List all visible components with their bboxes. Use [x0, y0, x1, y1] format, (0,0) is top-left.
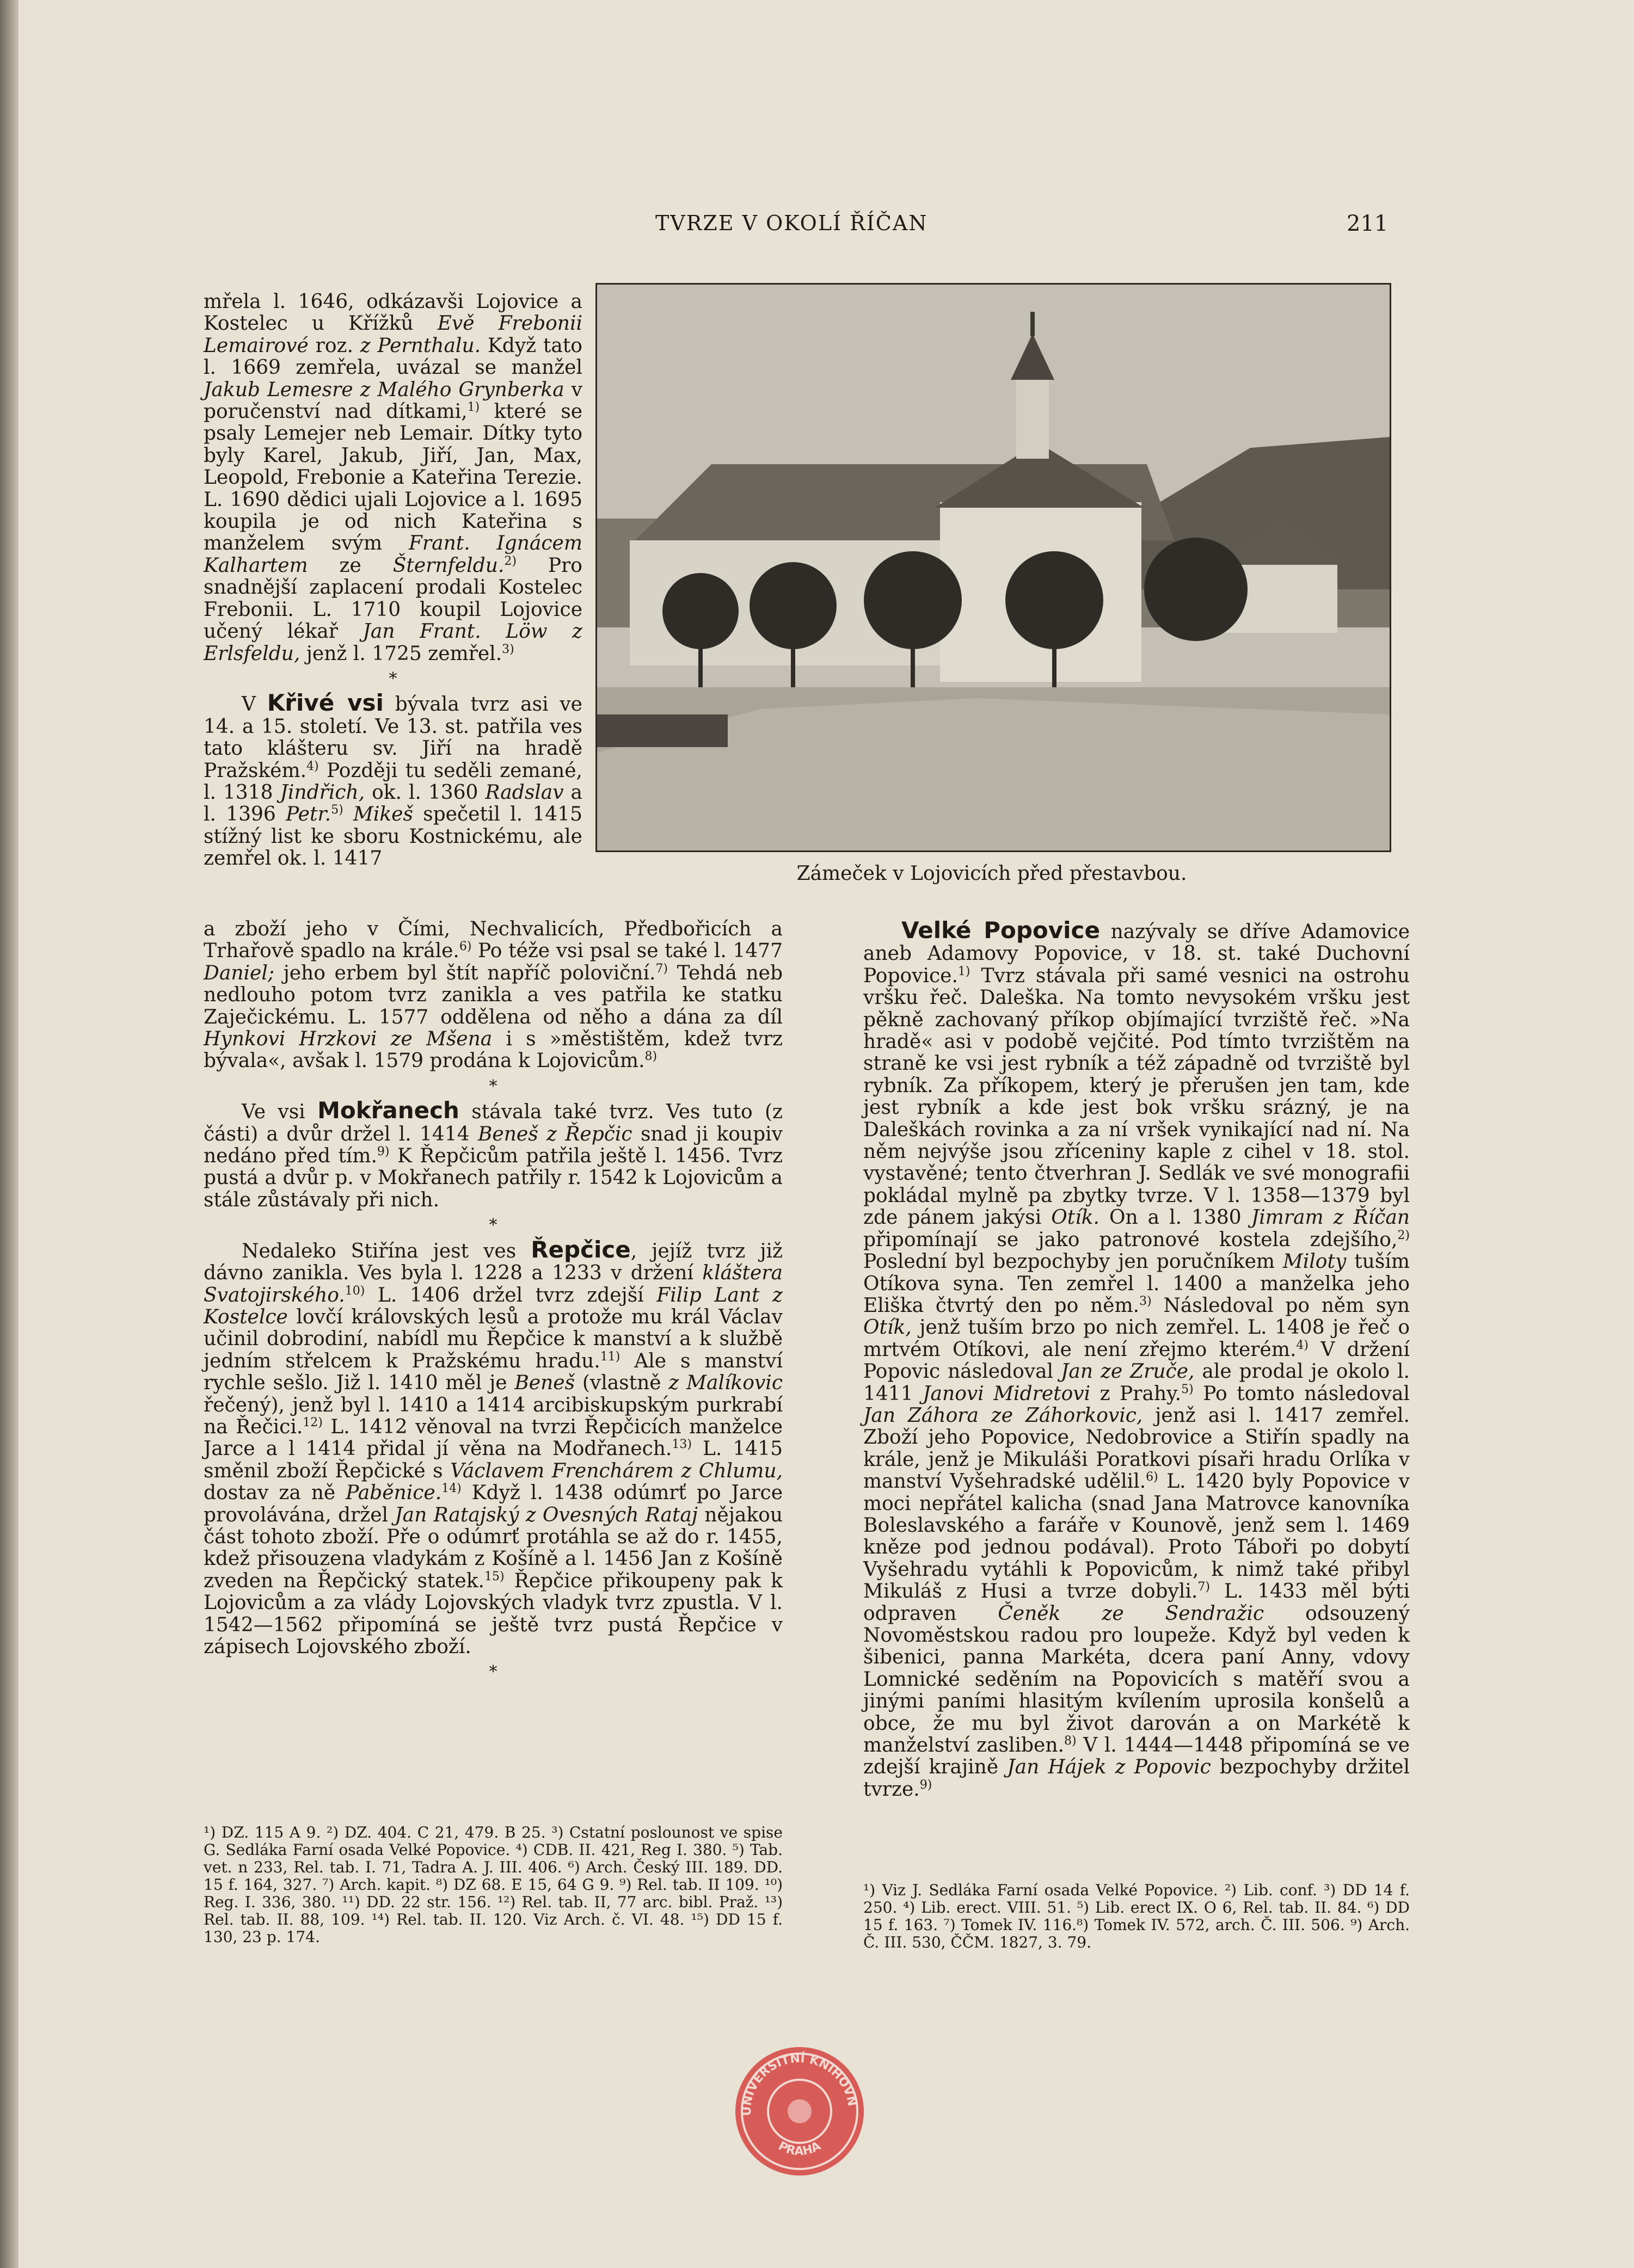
footnotes-right: ¹) Viz J. Sedláka Farní osada Velké Popovice. ²) Lib. conf. ³) DD 14 f. 250. ⁴) Lib. erect. VIII. 51. ⁵) Lib. erect IX. O 6, Rel. tab. II. 84. ⁶) DD 15 f. 163. ⁷) Tomek IV. 116.⁸) Tomek IV. 572, arch. Č. III. 506. ⁹) Arch. Č. III. 530, ČČM. 1827, 3. 79.: [863, 1881, 1410, 1951]
running-head: TVRZE V OKOLÍ ŘÍČAN: [655, 211, 928, 235]
svg-text:UNIVERSITNÍ KNIHOVNA: UNIVERSITNÍ KNIHOVN: [740, 2051, 859, 2116]
photo-zamecek-lojovice: [595, 283, 1391, 852]
stamp-seal-icon: [729, 2043, 870, 2179]
section-separator: *: [489, 1662, 497, 1682]
place-name-velke-popovice: Velké Popovice: [901, 917, 1100, 944]
paragraph-kriva-ves: V Křivé vsi bývala tvrz asi ve 14. a 15. století. Ve 13. st. patřila ves tato klášteru sv. Jiří na hradě Pražském.$^{4)}$ Později tu seděli zemané, l. 1318 Jindřich, ok. l. 1360 Radslav a l. 1396 Petr.$^{5)}$ Mikeš spečetil l. 1415 stížný list ke sboru Kostnickému, ale zemřel ok. l. 1417: [204, 689, 583, 870]
paragraph-mokrany: Ve vsi Mokřanech stávala také tvrz. Ves tuto (z části) a dvůr držel l. 1414 Beneš z Řepčic snad ji koupiv nedáno před tím.$^{9)}$ K Řepčicům patřila ještě l. 1456. Tvrz pustá a dvůr p. v Mokřanech patřily r. 1542 k Lojovicům a stále zůstávaly při nich.: [204, 1097, 783, 1211]
left-column-top: [204, 291, 582, 873]
paragraph-kriva-ves-cont: a zboží jeho v Čími, Nechvalicích, Předbořicích a Trhařově spadlo na krále.$^{6)}$ Po téže vsi psal se také l. 1477 Daniel; jeho erbem byl štít napříč poloviční.$^{7)}$ Tehdá neb nedlouho potom tvrz zanikla a ves patřila ke statku Zaječickému. L. 1577 oddělena od něho a dána za díl Hynkovi Hrzkovi ze Mšena i s »městištěm, kdež tvrz bývala«, avšak l. 1579 prodána k Lojovicům.$^{8)}$: [204, 918, 783, 1073]
footnotes-left: ¹) DZ. 115 A 9. ²) DZ. 404. C 21, 479. B 25. ³) Cstatní poslounost ve spise G. Sedláka Farní osada Velké Popovice. ⁴) CDB. II. 421, Reg I. 380. ⁵) Tab. vet. n 233, Rel. tab. I. 71, Tadra A. J. III. 406. ⁶) Arch. Český III. 189. DD. 15 f. 164, 327. ⁷) Arch. kapit. ⁸) DZ 68. E 15, 64 G 9. ⁹) Rel. tab. II 109. ¹⁰) Reg. I. 336, 380. ¹¹) DD. 22 str. 156. ¹²) Rel. tab. II, 77 arc. bibl. Praž. ¹³) Rel. tab. II. 88, 109. ¹⁴) Rel. tab. II. 120. Viz Arch. č. VI. 48. ¹⁵) DD 15 f. 130, 23 p. 174.: [204, 1823, 783, 1946]
paragraph-repcice: Nedaleko Stiřína jest ves Řepčice, jejíž tvrz již dávno zanikla. Ves byla l. 1228 a 1233 v držení kláštera Svatojirského.$^{10)}$ L. 1406 držel tvrz zdejší Filip Lant z Kostelce lovčí královských lesů a protože mu král Václav učinil dobrodiní, nabídl mu Řepčice k manství a k službě jedním střelcem k Pražskému hradu.$^{11)}$ Ale s manství rychle sešlo. Již l. 1410 měl je Beneš (vlastně z Malíkovic řečený), jenž byl l. 1410 a 1414 arcibiskupským purkrabí na Řečici.$^{12)}$ L. 1412 věnoval na tvrzi Řepčicích manželce Jarce a l 1414 přidal jí věna na Modřanech.$^{13)}$ L. 1415 směnil zboží Řepčické s Václavem Frenchárem z Chlumu, dostav za ně Paběnice.$^{14)}$ Když l. 1438 odúmrť po Jarce provolávána, držel Jan Ratajský z Ovesných Rataj nějakou část tohoto zboží. Pře o odúmrť protáhla se až do r. 1455, kdež přisouzena vladykám z Košíně a l. 1456 Jan z Košíně zveden na Řepčický statek.$^{15)}$ Řepčice přikoupeny pak k Lojovicům a za vlády Lojovských vladyk tvrz zpustla. V l. 1542—1562 připomíná se ještě tvrz pustá Řepčice v zápisech Lojovského zboží.: [204, 1236, 783, 1658]
page-number: 211: [1347, 211, 1389, 236]
paragraph-lojovice: mřela l. 1646, odkázavši Lojovice a Kostelec u Křížků Evě Frebonii Lemairové roz. z Pernthalu. Když tato l. 1669 zemřela, uvázal se manžel Jakub Lemesre z Malého Grynberka v poručenství nad dítkami,$^{1)}$ které se psaly Lemejer neb Lemair. Dítky tyto byly Karel, Jakub, Jiří, Jan, Max, Leopold, Frebonie a Kateřina Terezie. L. 1690 dědici ujali Lojovice a l. 1695 koupila je od nich Kateřina s manželem svým Frant. Ignácem Kalhartem ze Šternfeldu.$^{2)}$ Pro snadnější zaplacení prodali Kostelec Frebonii. L. 1710 koupil Lojovice učený lékař Jan Frant. Löw z Erlsfeldu, jenž l. 1725 zemřel.$^{3)}$: [204, 291, 582, 665]
place-name-kriva-ves: Křivé vsi: [267, 689, 384, 717]
section-separator: *: [489, 1076, 497, 1096]
paragraph-velke-popovice: Velké Popovice nazývaly se dříve Adamovice aneb Adamovy Popovice, v 18. st. také Duchovní Popovice.$^{1)}$ Tvrz stávala při samé vesnici na ostrohu vršku řeč. Daleška. Na tomto nevysokém vršku jest pěkně zachovaný příkop objímající tvrziště řeč. »Na hradě« asi v podobě vejčité. Pod tímto tvrzištěm na straně ke vsi jest rybník a též západně od tvrziště byl rybník. Za příkopem, který je přerušen jen tam, kde jest rybník a kde jest bok vršku srázný, je na Daleškách rovinka a za ní vršek vynikající nad ní. Na něm nejvýše jsou zříceniny kaple z cihel v 18. stol. vystavěné; tento čtverhran J. Sedlák ve své monografii pokládal mylně pa zbytky tvrze. V l. 1358—1379 byl zde pánem jakýsi Otík. On a l. 1380 Jimram z Říčan připomínají se jako patronové kostela zdejšího,$^{2)}$ Poslední byl bezpochyby jen poručníkem Miloty tuším Otíkova syna. Ten zemřel l. 1400 a manželka jeho Eliška čtvrtý den po něm.$^{3)}$ Následoval po něm syn Otík, jenž tuším brzo po nich zemřel. L. 1408 je řeč o mrtvém Otíkovi, ale není zřejmo kterém.$^{4)}$ V držení Popovic následoval Jan ze Zruče, ale prodal je okolo l. 1411 Janovi Midretovi z Prahy.$^{5)}$ Po tomto následoval Jan Záhora ze Záhorkovic, jenž asi l. 1417 zemřel. Zboží jeho Popovice, Nedobrovice a Stiřín spadly na krále, jenž je Mikuláši Poratkovi písaři hradu Orlíka v manství Vyšehradské udělil.$^{6)}$ L. 1420 byly Popovice v moci nepřátel kalicha (snad Jana Matrovce kanovníka Boleslavského a faráře v Kounově, jenž sem l. 1469 kněze pod jednou podával). Proto Táboři po dobytí Vyšehradu vytáhli k Popovicům, k nimž také přibyl Mikuláš z Husi a tvrze dobyli.$^{7)}$ L. 1433 měl býti odpraven Čeněk ze Sendražic odsouzený Novoměstskou radou pro loupeže. Když byl veden k šibenici, panna Markéta, dcera paní Anny, vdovy Lomnické seděním na Popovicích s matěří svou a jinými paními hlasitým kvílením uprosila konšelů a obce, že mu byl život darován a on Markétě k manželství zasliben.$^{8)}$ V l. 1444—1448 připomíná se ve zdejší krajině Jan Hájek z Popovic bezpochyby držitel tvrze.$^{9)}$: [863, 917, 1410, 1801]
book-spine-shadow: [0, 0, 19, 2268]
right-column: [863, 917, 1410, 1804]
book-page: [19, 0, 1634, 2268]
library-stamp: [729, 2043, 870, 2179]
left-column-lower: [204, 919, 783, 1686]
photo-illustration: [597, 285, 1390, 850]
place-name-repcice: Řepčice: [531, 1236, 631, 1263]
svg-text:PRAHA: PRAHA: [776, 2139, 824, 2159]
figure-caption: Zámeček v Lojovicích před přestavbou.: [796, 862, 1187, 885]
section-separator: *: [389, 669, 397, 688]
place-name-mokrany: Mokřanech: [317, 1097, 459, 1124]
section-separator: *: [489, 1216, 497, 1235]
